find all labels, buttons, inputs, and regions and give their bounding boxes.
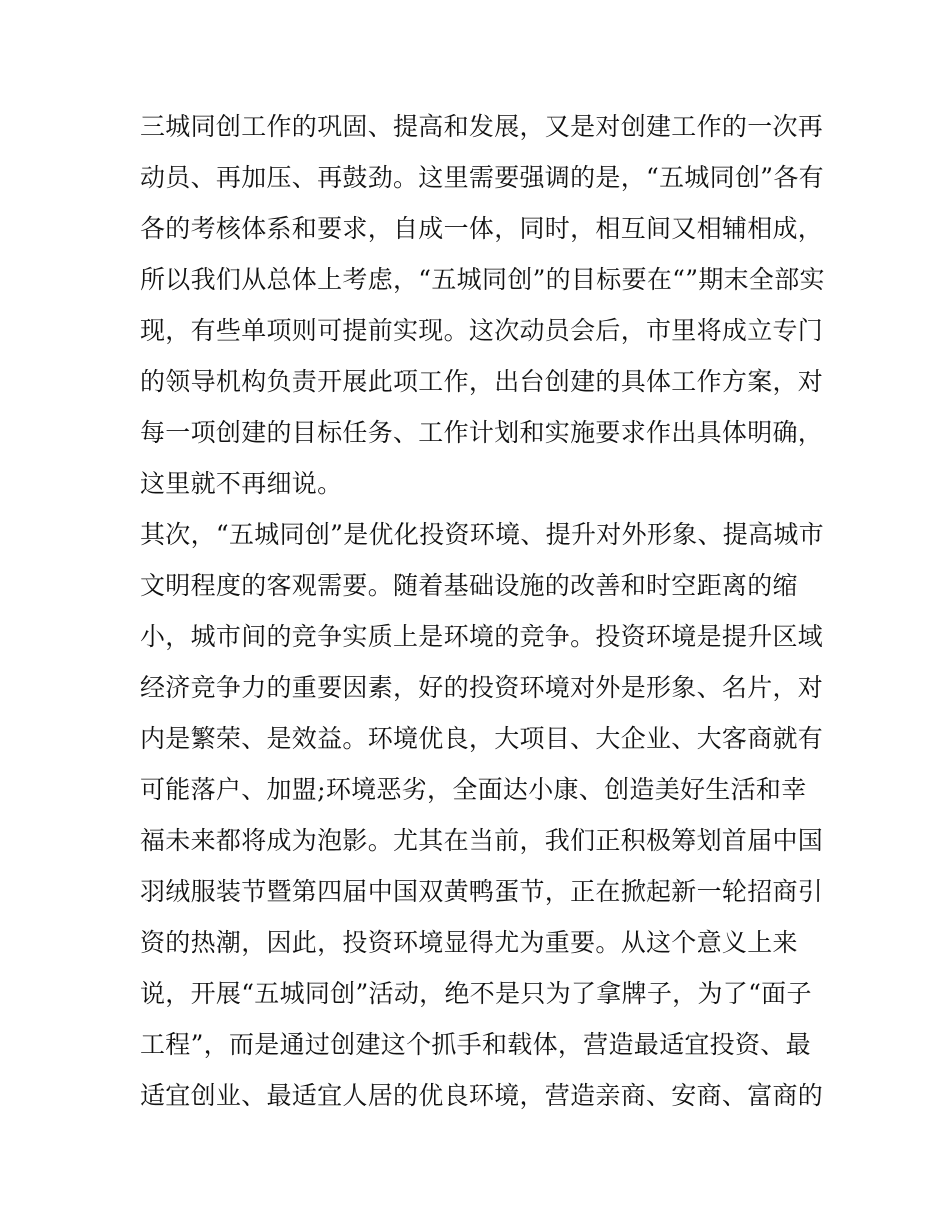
text-line: 其次，“五城同创”是优化投资环境、提升对外形象、提高城市: [140, 520, 824, 549]
text-line: 这里就不再细说。: [140, 469, 343, 498]
text-line: 羽绒服装节暨第四届中国双黄鸭蛋节，正在掀起新一轮招商引: [140, 877, 824, 906]
text-line: 内是繁荣、是效益。环境优良，大项目、大企业、大客商就有: [140, 724, 824, 753]
text-line: 资的热潮，因此，投资环境显得尤为重要。从这个意义上来: [140, 928, 798, 957]
text-line: 动员、再加压、再鼓劲。这里需要强调的是，“五城同创”各有: [140, 163, 824, 192]
text-line: 每一项创建的目标任务、工作计划和实施要求作出具体明确，: [140, 418, 824, 447]
text-line: 现，有些单项则可提前实现。这次动员会后，市里将成立专门: [140, 316, 824, 345]
text-line: 的领导机构负责开展此项工作，出台创建的具体工作方案，对: [140, 367, 824, 396]
text-line: 小，城市间的竞争实质上是环境的竞争。投资环境是提升区域: [140, 622, 824, 651]
text-line: 文明程度的客观需要。随着基础设施的改善和时空距离的缩: [140, 571, 798, 600]
text-line: 经济竞争力的重要因素，好的投资环境对外是形象、名片，对: [140, 673, 824, 702]
text-line: 可能落户、加盟;环境恶劣，全面达小康、创造美好生活和幸: [140, 775, 807, 804]
text-line: 三城同创工作的巩固、提高和发展，又是对创建工作的一次再: [140, 112, 824, 141]
text-line: 说，开展“五城同创”活动，绝不是只为了拿牌子，为了“面子: [140, 979, 812, 1008]
text-line: 各的考核体系和要求，自成一体，同时，相互间又相辅相成，: [140, 214, 824, 243]
text-line: 工程”，而是通过创建这个抓手和载体，营造最适宜投资、最: [140, 1030, 811, 1059]
body-text: [140, 101, 825, 1121]
text-line: 福未来都将成为泡影。尤其在当前，我们正积极筹划首届中国: [140, 826, 824, 855]
text-line: 适宜创业、最适宜人居的优良环境，营造亲商、安商、富商的: [140, 1081, 824, 1110]
text-line: 所以我们从总体上考虑，“五城同创”的目标要在“”期末全部实: [140, 265, 825, 294]
